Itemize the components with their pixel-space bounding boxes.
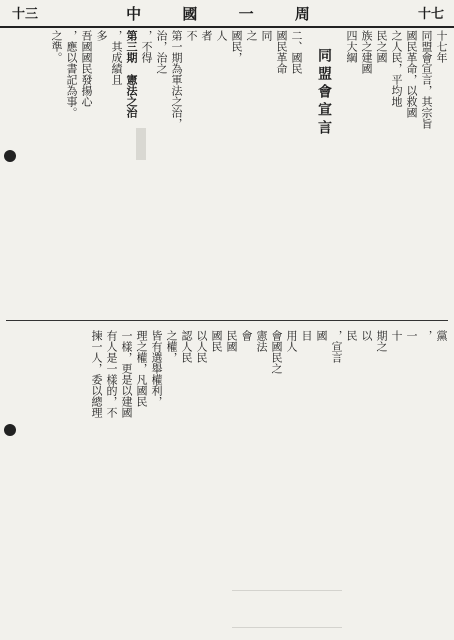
text-column: 人 xyxy=(215,30,228,41)
text-column: 之 xyxy=(245,30,258,41)
text-column: 揀一人，委以總理 xyxy=(90,330,103,418)
text-column: 皆有選舉權利， xyxy=(150,330,163,407)
text-column: 民國 xyxy=(225,330,238,352)
text-column: 二、國民 xyxy=(290,30,303,74)
text-column: 族之建國 xyxy=(360,30,373,74)
text-column: ，其成績且 xyxy=(110,30,123,85)
text-column: 多 xyxy=(95,30,108,41)
text-column: 治，治之 xyxy=(155,30,168,74)
text-column: 之準。 xyxy=(50,30,63,63)
page-number-left: 十三 xyxy=(12,7,39,22)
text-column: 國民革命，以救國 xyxy=(405,30,418,118)
text-column: 期之 xyxy=(375,330,388,352)
bottom-text-band xyxy=(6,330,448,634)
text-column: 以人民 xyxy=(195,330,208,363)
text-column: 一樣，更是以建國 xyxy=(120,330,133,418)
faint-watermark xyxy=(232,590,342,628)
text-column: 之人民，平均地 xyxy=(390,30,403,107)
band-divider xyxy=(6,320,448,321)
text-column: 有人是一樣的，不 xyxy=(105,330,118,418)
text-column: 四大綱 xyxy=(345,30,358,63)
text-column: 以 xyxy=(360,330,373,341)
page-number-right: 十七 xyxy=(417,7,444,22)
masthead-char: 一 xyxy=(238,5,272,23)
text-column: 目 xyxy=(300,330,313,341)
text-column: 民之國 xyxy=(375,30,388,63)
text-column: 國民 xyxy=(210,330,223,352)
text-column: ，宣言 xyxy=(330,330,343,363)
text-column: 民 xyxy=(345,330,358,341)
text-column: 一 xyxy=(405,330,418,341)
text-column: 者 xyxy=(200,30,213,41)
text-column: 認人民 xyxy=(180,330,193,363)
text-column: 國民革命 xyxy=(275,30,288,74)
text-column: 之權， xyxy=(165,330,178,363)
text-column: 第一期為軍法之治， xyxy=(170,30,183,129)
section-heading: 第三期 憲法之治 xyxy=(125,30,138,118)
faded-patch xyxy=(136,128,146,160)
text-column: 國 xyxy=(315,330,328,341)
text-column: 會國民之 xyxy=(270,330,283,374)
text-column: 用人 xyxy=(285,330,298,352)
text-column: 國民， xyxy=(230,30,243,63)
text-column: ，應以書記為事。 xyxy=(65,30,78,118)
text-column: ，不得 xyxy=(140,30,153,63)
text-column: 會 xyxy=(240,330,253,341)
text-column: 十 xyxy=(390,330,403,341)
text-column: 憲法 xyxy=(255,330,268,352)
text-column: 吾國國民發揚心 xyxy=(80,30,93,107)
text-column: 不 xyxy=(185,30,198,41)
masthead-char: 周 xyxy=(294,5,328,23)
top-text-band xyxy=(6,30,448,316)
article-title: 同盟會宣言 xyxy=(316,48,332,138)
text-column: 同盟會宣言，其宗旨 xyxy=(420,30,433,129)
masthead xyxy=(0,3,454,24)
binding-hole xyxy=(4,424,16,436)
text-column: ， xyxy=(420,330,433,341)
text-column: 理之權，凡國民 xyxy=(135,330,148,407)
text-column: 同 xyxy=(260,30,273,41)
binding-hole xyxy=(4,150,16,162)
masthead-char: 中 xyxy=(126,5,160,23)
page-header xyxy=(0,0,454,28)
text-column: 黨 xyxy=(435,330,448,341)
masthead-char: 國 xyxy=(182,5,216,23)
text-column: 十七年 xyxy=(435,30,448,63)
